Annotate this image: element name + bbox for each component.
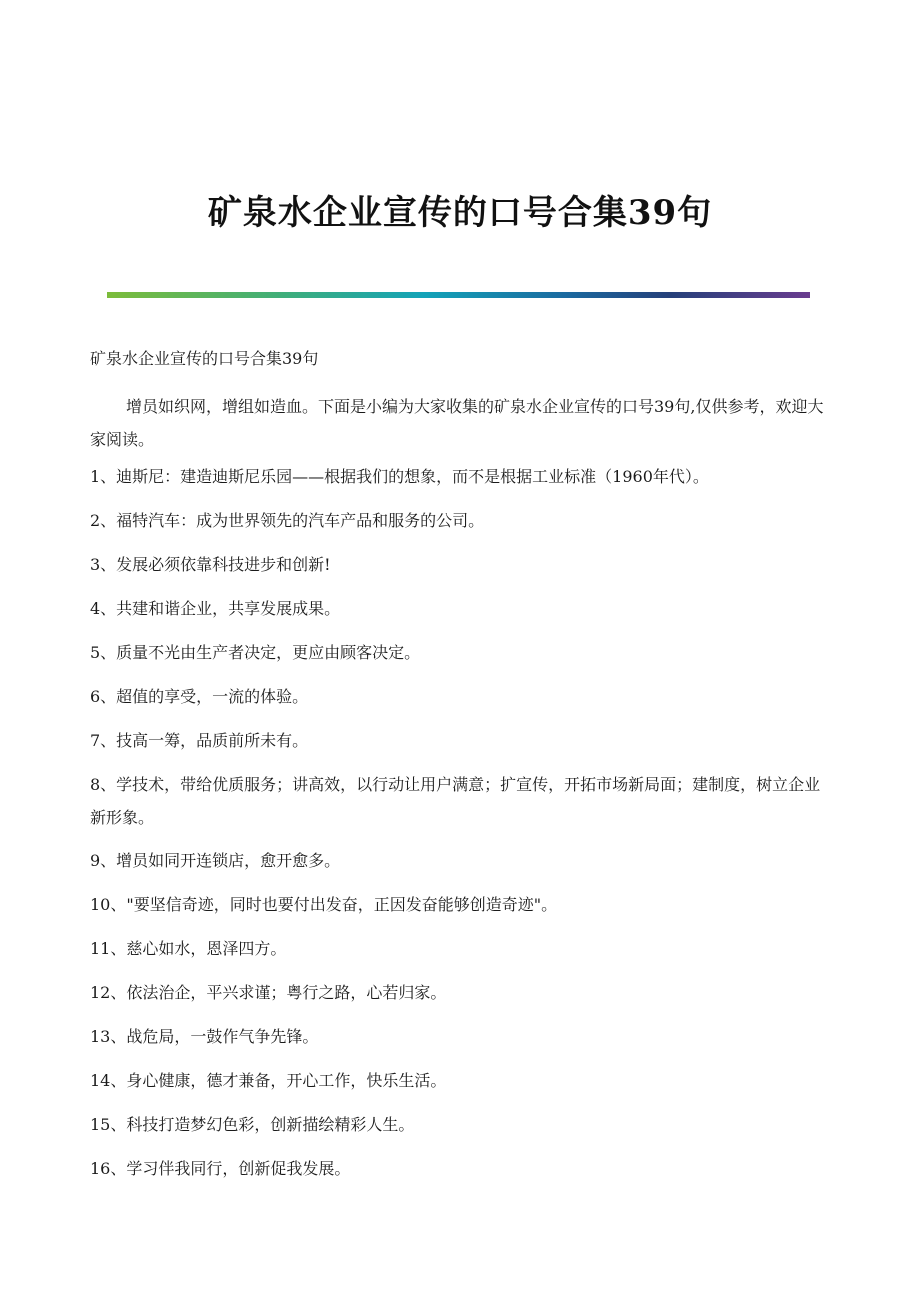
list-item: 5、质量不光由生产者决定，更应由顾客决定。 [90, 643, 421, 662]
list-item: 16、学习伴我同行，创新促我发展。 [90, 1159, 351, 1178]
document-title: 矿泉水企业宣传的口号合集39句 [207, 193, 713, 233]
list-item: 14、身心健康，德才兼备，开心工作，快乐生活。 [90, 1071, 447, 1090]
list-item: 13、战危局，一鼓作气争先锋。 [90, 1027, 319, 1046]
list-item: 2、福特汽车：成为世界领先的汽车产品和服务的公司。 [90, 511, 485, 530]
list-item: 11、慈心如水，恩泽四方。 [90, 939, 287, 958]
list-item: 15、科技打造梦幻色彩，创新描绘精彩人生。 [90, 1115, 415, 1134]
list-item: 7、技高一筹，品质前所未有。 [90, 731, 309, 750]
list-item: 3、发展必须依靠科技进步和创新! [90, 555, 331, 574]
list-item: 12、依法治企，平兴求谨；粤行之路，心若归家。 [90, 983, 447, 1002]
list-item: 9、增员如同开连锁店，愈开愈多。 [90, 851, 341, 870]
list-item: 1、迪斯尼：建造迪斯尼乐园——根据我们的想象，而不是根据工业标准（1960年代）。 [90, 467, 709, 486]
title-divider [107, 292, 810, 298]
document-subtitle: 矿泉水企业宣传的口号合集39句 [90, 349, 319, 368]
list-item: 6、超值的享受，一流的体验。 [90, 687, 309, 706]
list-item: 10、"要坚信奇迹，同时也要付出发奋，正因发奋能够创造奇迹"。 [90, 895, 558, 914]
list-item: 4、共建和谐企业，共享发展成果。 [90, 599, 341, 618]
document-body [90, 348, 830, 1202]
list-item: 8、学技术，带给优质服务；讲高效，以行动让用户满意；扩宣传，开拓市场新局面；建制度，树立企业新形象。 [90, 775, 821, 827]
intro-paragraph: 增员如织网，增组如造血。下面是小编为大家收集的矿泉水企业宣传的口号39句,仅供参考，欢迎大家阅读。 [90, 397, 824, 449]
